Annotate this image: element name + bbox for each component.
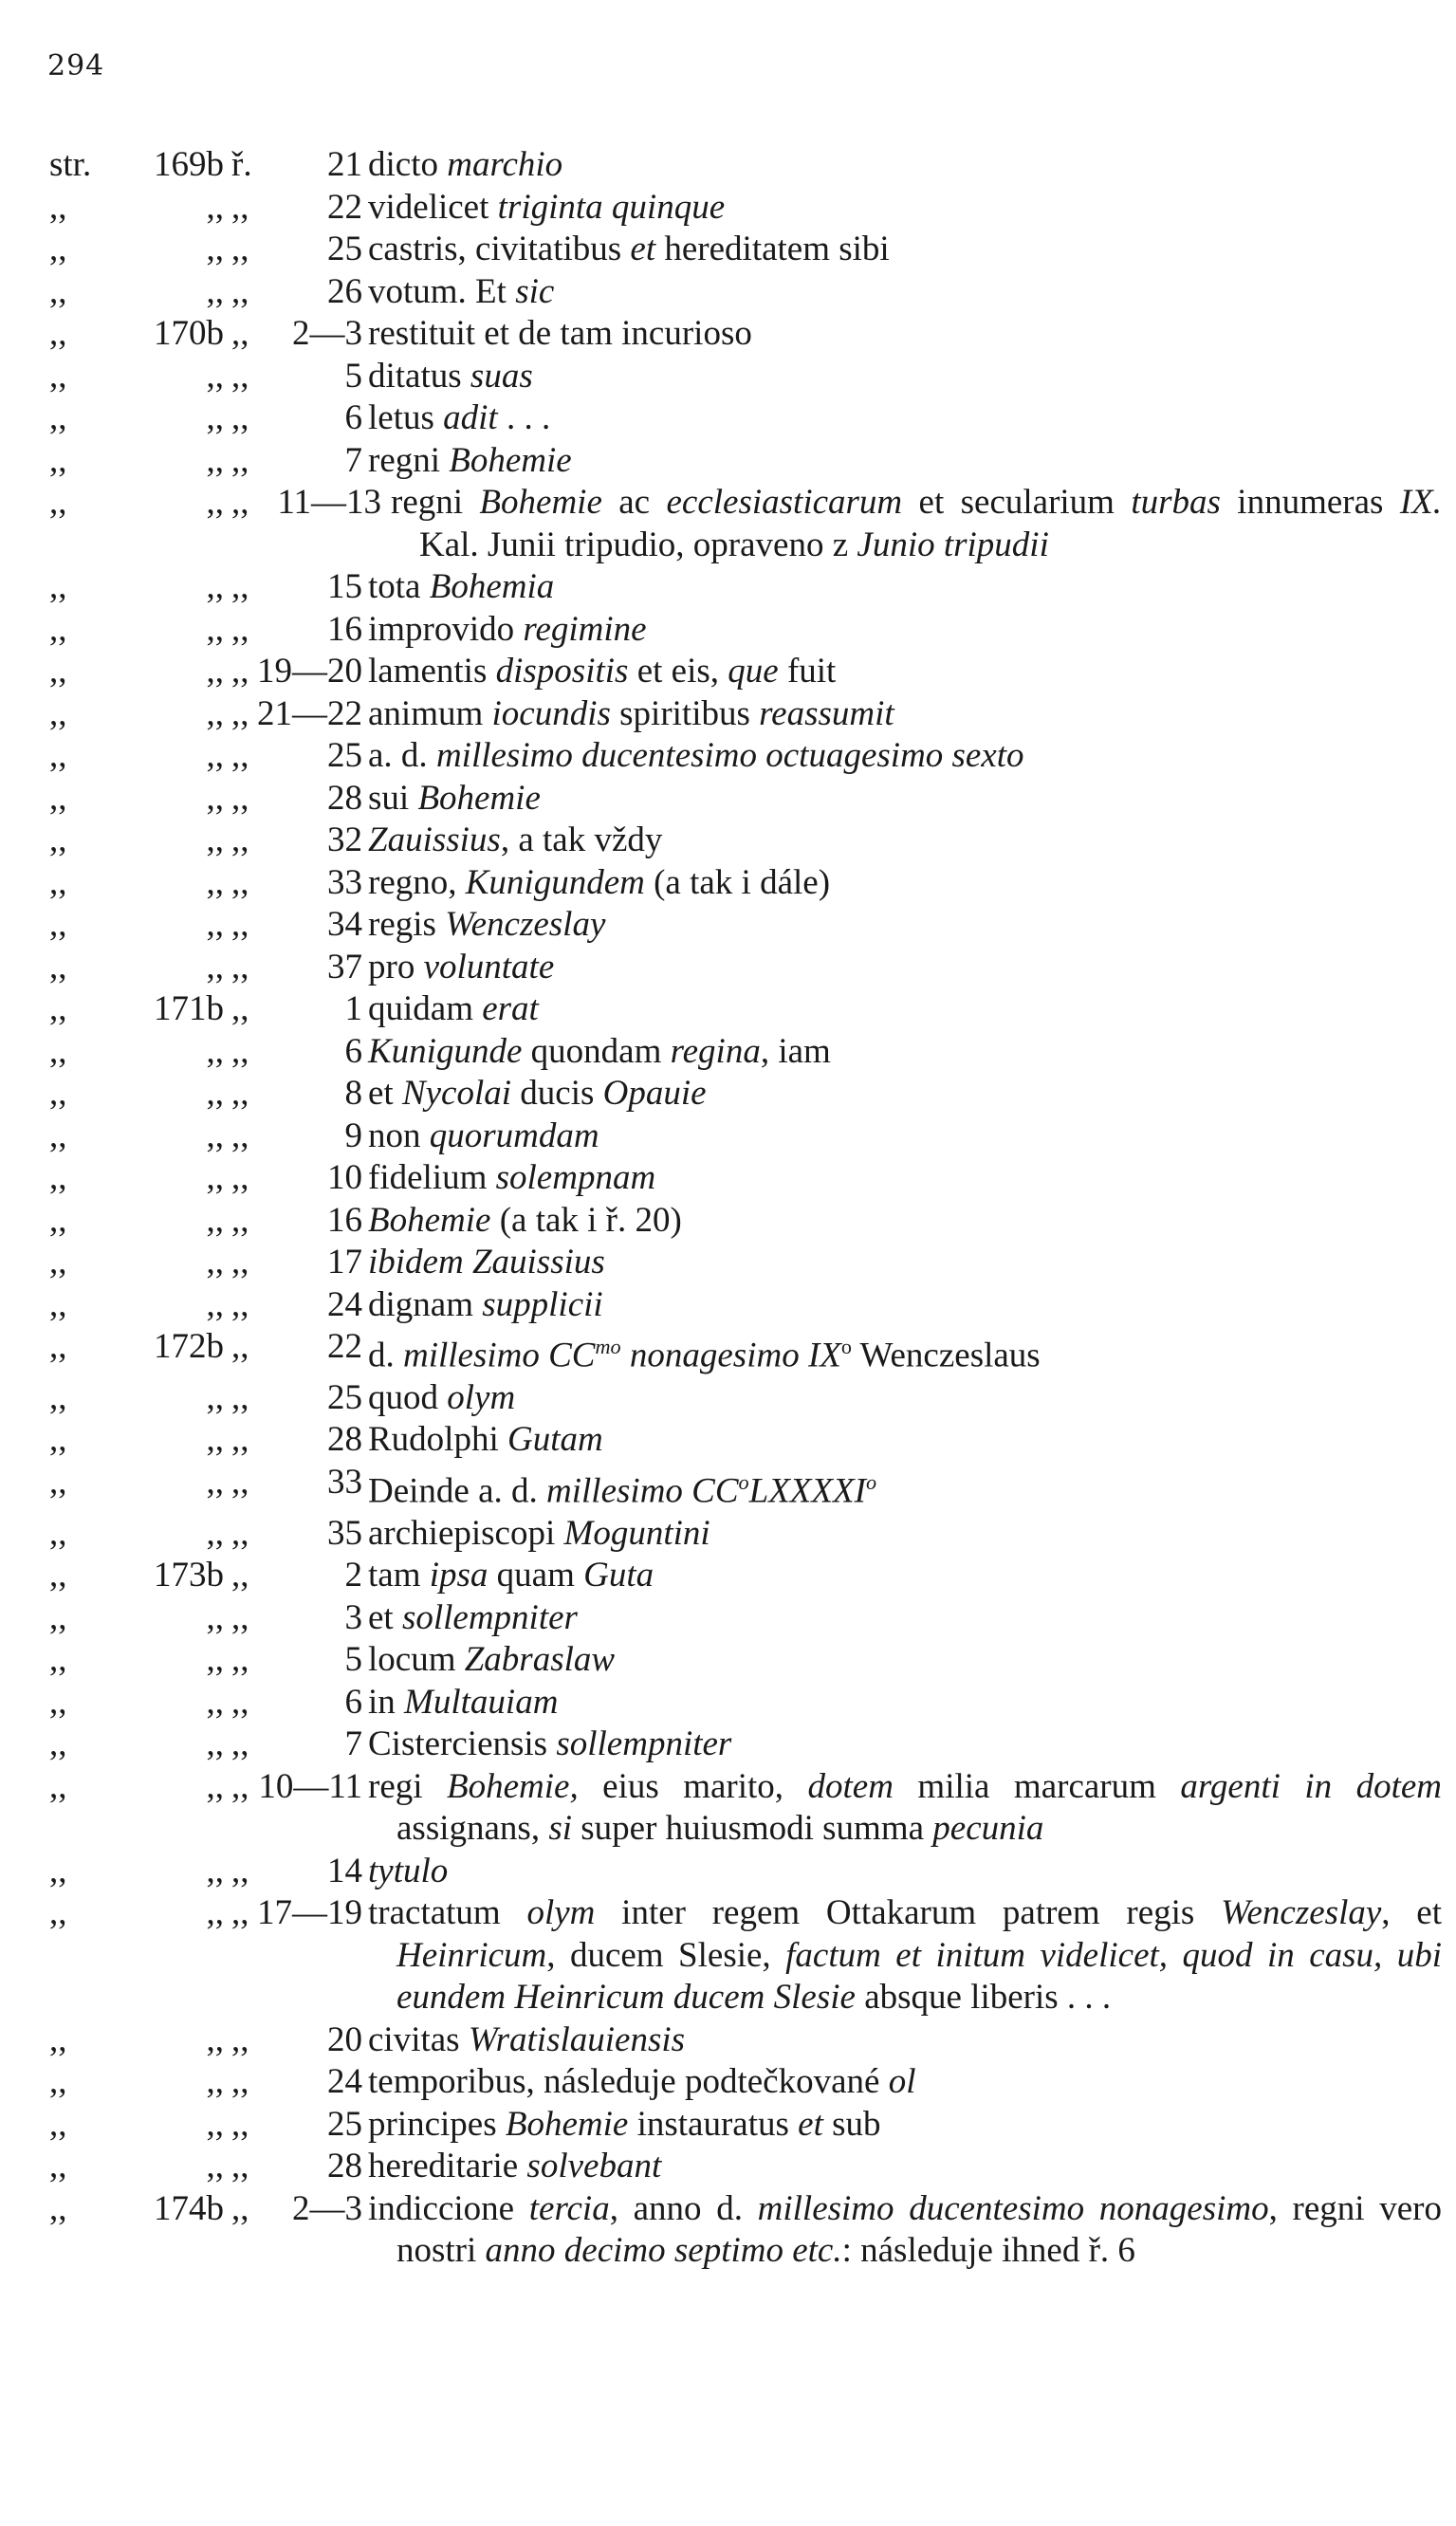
entry-line-number: 24 (327, 2062, 362, 2102)
entry-str-label: ,, (49, 187, 67, 227)
entry-line-number: 32 (327, 820, 362, 859)
entry-line-number: 2—3 (292, 2188, 362, 2228)
entry-str-label: ,, (49, 356, 67, 396)
entry-str-label: ,, (49, 1327, 67, 1366)
errata-entry (0, 820, 1456, 862)
entry-line-label: ,, (231, 2104, 249, 2144)
entry-line-label: ,, (231, 652, 249, 691)
entry-page-number: ,, (206, 1513, 224, 1553)
entry-str-label: ,, (49, 1200, 67, 1240)
entry-page-number: ,, (206, 1682, 224, 1722)
errata-entry (0, 187, 1456, 230)
entry-str-label: ,, (49, 2188, 67, 2228)
entry-page-number: ,, (206, 1115, 224, 1155)
entry-correction-text: civitas Wratislauiensis (368, 2019, 686, 2059)
entry-correction-text: principes Bohemie instauratus et sub (368, 2104, 881, 2144)
entry-line-label: ,, (231, 1766, 249, 1806)
entry-page-number: ,, (206, 2147, 224, 2186)
entry-correction-text: ibidem Zauissius (368, 1243, 605, 1281)
errata-entry (0, 778, 1456, 820)
entry-line-label: ,, (231, 989, 249, 1028)
entry-str-label: ,, (49, 1031, 67, 1071)
errata-entry (0, 2019, 1456, 2062)
entry-line-number: 15 (327, 567, 362, 606)
entry-correction-text: Deinde a. d. millesimo $CC^oLXXXXI^o$ (368, 1469, 877, 1511)
entry-correction-text: sui Bohemie (368, 778, 541, 818)
entry-page-number: 171b (154, 989, 224, 1028)
errata-entry (0, 2146, 1456, 2188)
entry-page-number: ,, (206, 1893, 224, 1933)
errata-entry (0, 440, 1456, 483)
entry-str-label: ,, (49, 693, 67, 733)
entry-line-number: 11—13 (277, 483, 381, 522)
entry-str-label: ,, (49, 1556, 67, 1595)
entry-str-label: ,, (49, 1766, 67, 1806)
entry-correction-text: improvido regimine (368, 609, 647, 649)
entry-str-label: ,, (49, 2147, 67, 2186)
entry-line-label: ,, (231, 440, 249, 480)
entry-correction-text: lamentis dispositis et eis, que fuit (368, 652, 837, 691)
entry-line-number: 16 (327, 1200, 362, 1240)
entry-correction-text: ditatus suas (368, 356, 533, 396)
entry-page-number: ,, (206, 398, 224, 437)
entry-correction-text: tam ipsa quam Guta (368, 1556, 654, 1595)
entry-line-number: 9 (344, 1115, 362, 1155)
entry-line-label: ,, (231, 567, 249, 606)
entry-line-label: ,, (231, 862, 249, 902)
errata-entry (0, 862, 1456, 905)
entry-page-number: 169b (154, 145, 224, 184)
entry-line-number: 6 (344, 1031, 362, 1071)
errata-entry (0, 609, 1456, 652)
entry-line-number: 25 (327, 736, 362, 775)
entry-page-number: ,, (206, 862, 224, 902)
entry-line-label: ,, (231, 1158, 249, 1197)
errata-entry (0, 2188, 1456, 2273)
entry-line-label: ,, (231, 947, 249, 986)
errata-entry (0, 482, 1456, 566)
entry-correction-text: regi Bohemie, eius marito, dotem milia marcarum argenti in dotem assignans, si super huiusmodi summa pecunia (368, 1766, 1443, 1849)
entry-line-label: ,, (231, 1200, 249, 1240)
entry-str-label: ,, (49, 1462, 67, 1502)
entry-line-label: ř. (231, 145, 252, 184)
entry-correction-text: d. millesimo $CC^{mo}$ nonagesimo $IX^o$ Wenczeslaus (368, 1335, 1041, 1375)
entry-correction-text: et Nycolai ducis Opauie (368, 1074, 707, 1113)
entry-str-label: ,, (49, 1074, 67, 1113)
errata-entry (0, 2104, 1456, 2147)
entry-correction-text: restituit et de tam incurioso (368, 314, 752, 353)
entry-page-number: ,, (206, 187, 224, 227)
entry-line-label: ,, (231, 1513, 249, 1553)
entry-line-label: ,, (231, 1420, 249, 1460)
entry-line-label: ,, (231, 1597, 249, 1637)
entry-page-number: ,, (206, 1420, 224, 1460)
errata-entry (0, 1200, 1456, 1243)
errata-entry (0, 735, 1456, 778)
errata-entry (0, 693, 1456, 736)
entry-str-label: ,, (49, 1640, 67, 1680)
entry-page-number: 174b (154, 2188, 224, 2228)
errata-entry (0, 2061, 1456, 2104)
entry-page-number: ,, (206, 820, 224, 859)
entry-str-label: ,, (49, 1158, 67, 1197)
entry-str-label: ,, (49, 483, 67, 522)
entry-correction-text: pro voluntate (368, 947, 555, 986)
entry-line-number: 16 (327, 609, 362, 649)
entry-str-label: ,, (49, 905, 67, 944)
entry-line-label: ,, (231, 1556, 249, 1595)
entry-line-label: ,, (231, 736, 249, 775)
errata-entry (0, 271, 1456, 314)
entry-line-label: ,, (231, 1851, 249, 1890)
entry-line-number: 33 (327, 862, 362, 902)
entry-page-number: ,, (206, 2062, 224, 2102)
entry-page-number: ,, (206, 652, 224, 691)
entry-line-number: 24 (327, 1284, 362, 1324)
entry-page-number: ,, (206, 1074, 224, 1113)
errata-entry (0, 1682, 1456, 1724)
entry-correction-text: dignam supplicii (368, 1284, 603, 1324)
entry-str-label: ,, (49, 1597, 67, 1637)
entry-page-number: 172b (154, 1327, 224, 1366)
entry-line-number: 28 (327, 2147, 362, 2186)
entry-line-label: ,, (231, 1462, 249, 1502)
entry-str-label: ,, (49, 230, 67, 268)
errata-entry (0, 1242, 1456, 1284)
errata-entry (0, 1766, 1456, 1851)
entry-correction-text: regis Wenczeslay (368, 905, 606, 944)
entry-line-label: ,, (231, 1893, 249, 1933)
entry-correction-text: hereditarie solvebant (368, 2147, 662, 2186)
entry-correction-text: letus adit . . . (368, 398, 551, 437)
entry-line-label: ,, (231, 1682, 249, 1722)
errata-entry (0, 144, 1456, 187)
errata-entry (0, 313, 1456, 356)
entry-page-number: ,, (206, 1851, 224, 1890)
entry-correction-text: indiccione tercia, anno d. millesimo ducentesimo nonagesimo, regni vero nostri anno decimo septimo etc.: následuje ihned ř. 6 (368, 2188, 1442, 2271)
entry-page-number: 170b (154, 314, 224, 353)
entry-page-number: ,, (206, 440, 224, 480)
entry-page-number: ,, (206, 1031, 224, 1071)
entry-correction-text: votum. Et sic (368, 271, 555, 311)
entry-line-number: 35 (327, 1513, 362, 1553)
entry-page-number: ,, (206, 1200, 224, 1240)
entry-line-number: 14 (327, 1851, 362, 1890)
entry-line-number: 22 (327, 1327, 362, 1366)
entry-line-number: 17 (327, 1243, 362, 1281)
entry-line-label: ,, (231, 1377, 249, 1417)
entry-line-number: 5 (344, 1640, 362, 1680)
entry-line-label: ,, (231, 2188, 249, 2228)
errata-entry (0, 1513, 1456, 1556)
entry-correction-text: et sollempniter (368, 1597, 578, 1637)
entry-correction-text: Kunigunde quondam regina, iam (368, 1031, 831, 1071)
entry-str-label: ,, (49, 1243, 67, 1281)
errata-entry (0, 1639, 1456, 1682)
entry-page-number: ,, (206, 2104, 224, 2144)
entry-page-number: ,, (206, 947, 224, 986)
errata-entry (0, 1284, 1456, 1327)
errata-entry (0, 356, 1456, 398)
entry-line-number: 2 (344, 1556, 362, 1595)
entry-correction-text: videlicet triginta quinque (368, 187, 726, 227)
entry-line-number: 17—19 (257, 1893, 362, 1933)
entry-str-label: ,, (49, 989, 67, 1028)
entry-line-number: 28 (327, 778, 362, 818)
errata-entry (0, 1555, 1456, 1597)
page-number: 294 (47, 49, 105, 83)
entry-page-number: ,, (206, 2019, 224, 2059)
entry-correction-text: Rudolphi Gutam (368, 1420, 603, 1460)
entry-line-label: ,, (231, 1284, 249, 1324)
entry-line-label: ,, (231, 609, 249, 649)
entry-line-number: 10 (327, 1158, 362, 1197)
entry-line-number: 19—20 (257, 652, 362, 691)
entry-str-label: ,, (49, 1682, 67, 1722)
entry-line-number: 6 (344, 1682, 362, 1722)
entry-str-label: ,, (49, 398, 67, 437)
entry-str-label: ,, (49, 2062, 67, 2102)
entry-page-number: ,, (206, 1377, 224, 1417)
entry-str-label: ,, (49, 609, 67, 649)
entry-str-label: ,, (49, 567, 67, 606)
entry-correction-text: locum Zabraslaw (368, 1640, 616, 1680)
entry-line-number: 1 (344, 989, 362, 1028)
entry-page-number: ,, (206, 1766, 224, 1806)
entry-line-number: 5 (344, 356, 362, 396)
errata-entry (0, 947, 1456, 989)
entry-line-label: ,, (231, 398, 249, 437)
entry-correction-text: archiepiscopi Moguntini (368, 1513, 710, 1553)
entry-line-number: 20 (327, 2019, 362, 2059)
entry-str-label: ,, (49, 1284, 67, 1324)
entry-line-label: ,, (231, 1243, 249, 1281)
entry-line-number: 33 (327, 1462, 362, 1502)
entry-line-label: ,, (231, 1031, 249, 1071)
entry-line-number: 37 (327, 947, 362, 986)
entry-page-number: 173b (154, 1556, 224, 1595)
entry-line-number: 26 (327, 271, 362, 311)
errata-entry (0, 1326, 1456, 1377)
entry-correction-text: regno, Kunigundem (a tak i dále) (368, 862, 831, 902)
entry-line-number: 8 (344, 1074, 362, 1113)
errata-entry (0, 651, 1456, 693)
entry-str-label: ,, (49, 862, 67, 902)
errata-entry (0, 1724, 1456, 1766)
entry-line-label: ,, (231, 1074, 249, 1113)
entry-str-label: ,, (49, 440, 67, 480)
entry-page-number: ,, (206, 905, 224, 944)
entry-correction-text: tytulo (368, 1851, 449, 1890)
entry-line-label: ,, (231, 356, 249, 396)
entry-page-number: ,, (206, 778, 224, 818)
entry-str-label: ,, (49, 947, 67, 986)
entry-correction-text: animum iocundis spiritibus reassumit (368, 693, 894, 733)
errata-entry (0, 1597, 1456, 1640)
entry-line-label: ,, (231, 483, 249, 522)
errata-entry (0, 1462, 1456, 1513)
entry-line-label: ,, (231, 1115, 249, 1155)
errata-entry (0, 1031, 1456, 1074)
entry-line-label: ,, (231, 2062, 249, 2102)
entry-line-label: ,, (231, 1327, 249, 1366)
entry-line-number: 25 (327, 230, 362, 268)
entry-correction-text: quod olym (368, 1377, 516, 1417)
entry-str-label: str. (49, 145, 92, 184)
entry-page-number: ,, (206, 483, 224, 522)
entry-page-number: ,, (206, 1284, 224, 1324)
entry-line-number: 21—22 (257, 693, 362, 733)
entry-correction-text: dicto marchio (368, 145, 563, 184)
entry-str-label: ,, (49, 1851, 67, 1890)
entry-line-number: 25 (327, 2104, 362, 2144)
entry-str-label: ,, (49, 778, 67, 818)
entry-page-number: ,, (206, 1597, 224, 1637)
entry-page-number: ,, (206, 567, 224, 606)
entry-correction-text: non quorumdam (368, 1115, 599, 1155)
entry-page-number: ,, (206, 609, 224, 649)
entry-line-number: 28 (327, 1420, 362, 1460)
entry-str-label: ,, (49, 1724, 67, 1764)
entry-line-label: ,, (231, 230, 249, 268)
entry-line-label: ,, (231, 187, 249, 227)
entry-line-label: ,, (231, 1724, 249, 1764)
errata-entry (0, 1157, 1456, 1200)
entry-correction-text: tota Bohemia (368, 567, 555, 606)
entry-line-number: 7 (344, 440, 362, 480)
entry-str-label: ,, (49, 2104, 67, 2144)
entry-line-number: 10—11 (258, 1766, 362, 1806)
entry-str-label: ,, (49, 1377, 67, 1417)
entry-correction-text: Zauissius, a tak vždy (368, 820, 663, 859)
entry-line-number: 22 (327, 187, 362, 227)
entry-line-label: ,, (231, 314, 249, 353)
errata-entry (0, 566, 1456, 609)
entry-correction-text: in Multauiam (368, 1682, 559, 1722)
entry-line-number: 25 (327, 1377, 362, 1417)
entry-correction-text: quidam erat (368, 989, 539, 1028)
entry-page-number: ,, (206, 230, 224, 268)
errata-entry (0, 1892, 1456, 2019)
errata-entry (0, 229, 1456, 271)
entry-page-number: ,, (206, 356, 224, 396)
entry-line-label: ,, (231, 1640, 249, 1680)
entry-str-label: ,, (49, 1513, 67, 1553)
entry-str-label: ,, (49, 1420, 67, 1460)
entry-line-label: ,, (231, 2147, 249, 2186)
errata-entry (0, 904, 1456, 947)
entry-correction-text: a. d. millesimo ducentesimo octuagesimo sexto (368, 736, 1024, 775)
entry-line-label: ,, (231, 905, 249, 944)
entry-str-label: ,, (49, 1115, 67, 1155)
entry-correction-text: temporibus, následuje podtečkované ol (368, 2062, 916, 2102)
entry-page-number: ,, (206, 1724, 224, 1764)
entry-str-label: ,, (49, 314, 67, 353)
entry-line-label: ,, (231, 693, 249, 733)
errata-entry (0, 1377, 1456, 1420)
errata-entry (0, 397, 1456, 440)
entry-page-number: ,, (206, 1243, 224, 1281)
entry-line-number: 21 (327, 145, 362, 184)
entry-correction-text: castris, civitatibus et hereditatem sibi (368, 230, 890, 268)
entry-page-number: ,, (206, 736, 224, 775)
entry-str-label: ,, (49, 271, 67, 311)
entry-str-label: ,, (49, 2019, 67, 2059)
entry-page-number: ,, (206, 271, 224, 311)
entry-correction-text: Bohemie (a tak i ř. 20) (368, 1200, 682, 1240)
entry-line-label: ,, (231, 820, 249, 859)
errata-entry (0, 1115, 1456, 1158)
errata-entry (0, 1851, 1456, 1893)
entry-line-label: ,, (231, 2019, 249, 2059)
entry-line-number: 6 (344, 398, 362, 437)
entry-line-label: ,, (231, 778, 249, 818)
entry-correction-text: regni Bohemie ac ecclesiasticarum et secularium turbas innumeras IX. Kal. Junii tripudio, opraveno z Junio tripudii (391, 483, 1443, 564)
entry-line-number: 2—3 (292, 314, 362, 353)
entry-line-number: 7 (344, 1724, 362, 1764)
entry-page-number: ,, (206, 1462, 224, 1502)
entry-correction-text: fidelium solempnam (368, 1158, 656, 1197)
entry-str-label: ,, (49, 652, 67, 691)
entry-correction-text: regni Bohemie (368, 440, 572, 480)
entry-line-number: 3 (344, 1597, 362, 1637)
entry-line-number: 34 (327, 905, 362, 944)
entry-line-label: ,, (231, 271, 249, 311)
entry-str-label: ,, (49, 820, 67, 859)
entry-page-number: ,, (206, 1640, 224, 1680)
entry-str-label: ,, (49, 736, 67, 775)
entry-str-label: ,, (49, 1893, 67, 1933)
entry-page-number: ,, (206, 1158, 224, 1197)
entry-correction-text: tractatum olym inter regem Ottakarum patrem regis Wenczeslay, et Heinricum, ducem Slesie, factum et initum videlicet, quod in casu, ubi eundem Heinricum ducem Slesie absque liberis . . . (368, 1893, 1442, 2018)
errata-entry (0, 1419, 1456, 1462)
errata-list (0, 144, 1456, 2273)
errata-entry (0, 988, 1456, 1031)
entry-page-number: ,, (206, 693, 224, 733)
entry-correction-text: Cisterciensis sollempniter (368, 1724, 732, 1764)
errata-entry (0, 1073, 1456, 1115)
